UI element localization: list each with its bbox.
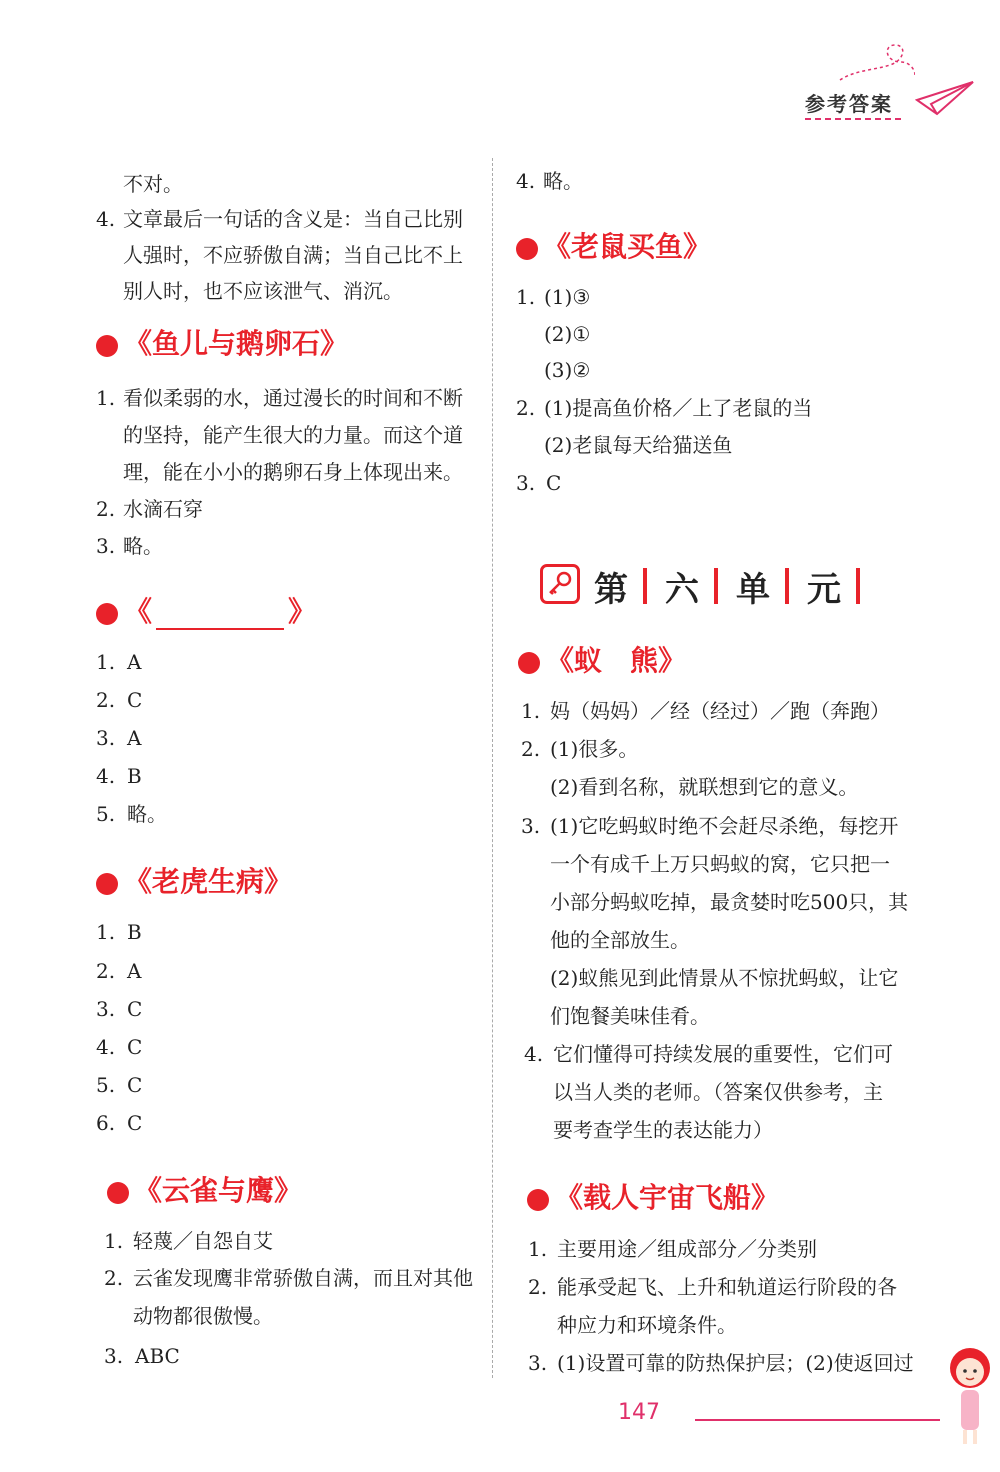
answer-text: 略。 [123,534,163,558]
question-number: 4. [516,169,536,193]
answer-line: 要考查学生的表达能力） [553,1118,773,1142]
title-open-quote: 《 [124,595,153,628]
answer-text: A [127,650,142,674]
answer-line: (1)它吃蚂蚁时绝不会赶尽杀绝，每挖开 [550,814,899,838]
cartoon-girl-icon [940,1340,996,1450]
question-number: 3. [516,471,536,495]
answer-text: (1)设置可靠的防热保护层；(2)使返回过 [557,1351,914,1375]
answer-text: A [127,726,142,750]
question-number: 3. [104,1344,124,1368]
section-bullet-icon [96,603,118,625]
answer-line: 别人时，也不应该泄气、消沉。 [123,279,403,303]
question-number: 6. [96,1111,116,1135]
answer-line: 小部分蚂蚁吃掉，最贪婪时吃500只，其 [550,890,909,914]
footer-rule [695,1419,940,1421]
unit-divider [785,568,789,604]
answer-text: C [127,688,143,712]
section-bullet-icon [518,652,540,674]
answer-text: (2)① [544,322,591,346]
answer-text: 略。 [543,169,583,193]
question-number: 4. [96,1035,116,1059]
question-number: 1. [96,386,116,410]
question-number: 1. [528,1237,548,1261]
question-number: 1. [96,650,116,674]
question-number: 3. [528,1351,548,1375]
answer-line: 一个有成千上万只蚂蚁的窝，它只把一 [550,852,890,876]
answer-text: 轻蔑／自怨自艾 [133,1229,273,1253]
question-number: 4. [524,1042,544,1066]
answer-text: (2)看到名称，就联想到它的意义。 [550,775,859,799]
answer-line: 们饱餐美味佳肴。 [550,1004,710,1028]
question-number: 3. [96,997,116,1021]
section-title: 《老虎生病》 [124,865,293,898]
question-number: 3. [96,534,116,558]
section-title: 《鱼儿与鹅卵石》 [124,327,349,360]
section-bullet-icon [96,873,118,895]
question-number: 2. [96,959,116,983]
answer-line: 云雀发现鹰非常骄傲自满，而且对其他 [133,1266,473,1290]
unit-char: 元 [807,570,841,610]
answer-line: 种应力和环境条件。 [557,1313,737,1337]
answer-line: 人强时，不应骄傲自满；当自己比不上 [123,243,463,267]
answer-text: C [127,997,143,1021]
answer-text: ABC [135,1344,180,1368]
answer-line: 看似柔弱的水，通过漫长的时间和不断 [123,386,463,410]
title-close-quote: 》 [288,595,317,628]
answer-line: 以当人类的老师。（答案仅供参考，主 [553,1080,883,1104]
section-title: 《蚁 熊》 [546,644,687,677]
answer-line: 能承受起飞、上升和轨道运行阶段的各 [557,1275,897,1299]
section-bullet-icon [527,1189,549,1211]
answer-text: A [127,959,142,983]
question-number: 1. [521,699,541,723]
answer-continuation: 不对。 [123,172,183,196]
question-number: 1. [96,920,116,944]
answer-line: 动物都很傲慢。 [133,1304,273,1328]
answer-text: (1)很多。 [550,737,639,761]
question-number: 5. [96,802,116,826]
question-number: 5. [96,1073,116,1097]
section-title: 《老鼠买鱼》 [543,230,712,263]
answer-text: C [546,471,562,495]
unit-char: 六 [665,570,699,610]
dashed-swirl-decoration [835,40,915,90]
answer-line: 理，能在小小的鹅卵石身上体现出来。 [123,460,463,484]
answer-line: 文章最后一句话的含义是：当自己比别 [123,207,463,231]
key-icon [540,564,580,604]
unit-divider [643,568,647,604]
answer-text: 略。 [127,802,167,826]
answer-text: (1)提高鱼价格／上了老鼠的当 [544,396,813,420]
question-number: 4. [96,207,116,231]
question-number: 3. [521,814,541,838]
answer-text: (2)老鼠每天给猫送鱼 [544,433,733,457]
section-title-blank [124,594,316,630]
answer-line: 它们懂得可持续发展的重要性，它们可 [553,1042,893,1066]
question-number: 1. [104,1229,124,1253]
question-number: 2. [516,396,536,420]
question-number: 2. [96,497,116,521]
section-bullet-icon [107,1182,129,1204]
unit-char: 第 [594,570,628,610]
unit-divider [856,568,860,604]
column-divider [492,158,493,1378]
question-number: 1. [516,285,536,309]
answer-text: B [127,920,142,944]
question-number: 2. [528,1275,548,1299]
paper-plane-icon [915,74,975,118]
answer-line: (2)蚁熊见到此情景从不惊扰蚂蚁，让它 [550,966,899,990]
answer-line: 的坚持，能产生很大的力量。而这个道 [123,423,463,447]
answer-text: B [127,764,142,788]
section-bullet-icon [516,238,538,260]
unit-divider [714,568,718,604]
answer-text: 妈（妈妈）／经（经过）／跑（奔跑） [550,699,890,723]
page-number: 147 [618,1400,660,1425]
question-number: 3. [96,726,116,750]
answer-text: 主要用途／组成部分／分类别 [557,1237,817,1261]
title-blank-line [156,606,284,630]
answer-text: C [127,1035,143,1059]
section-title: 《云雀与鹰》 [134,1174,303,1207]
question-number: 2. [521,737,541,761]
unit-char: 单 [736,570,770,610]
question-number: 4. [96,764,116,788]
answer-text: 水滴石穿 [123,497,203,521]
question-number: 2. [96,688,116,712]
answer-line: 他的全部放生。 [550,928,690,952]
question-number: 2. [104,1266,124,1290]
answer-text: C [127,1111,143,1135]
header-underline [805,118,901,120]
answer-text: C [127,1073,143,1097]
header-label: 参考答案 [805,92,893,116]
answer-text: (1)③ [544,285,591,309]
section-bullet-icon [96,335,118,357]
answer-text: (3)② [544,358,591,382]
section-title: 《载人宇宙飞船》 [555,1181,780,1214]
